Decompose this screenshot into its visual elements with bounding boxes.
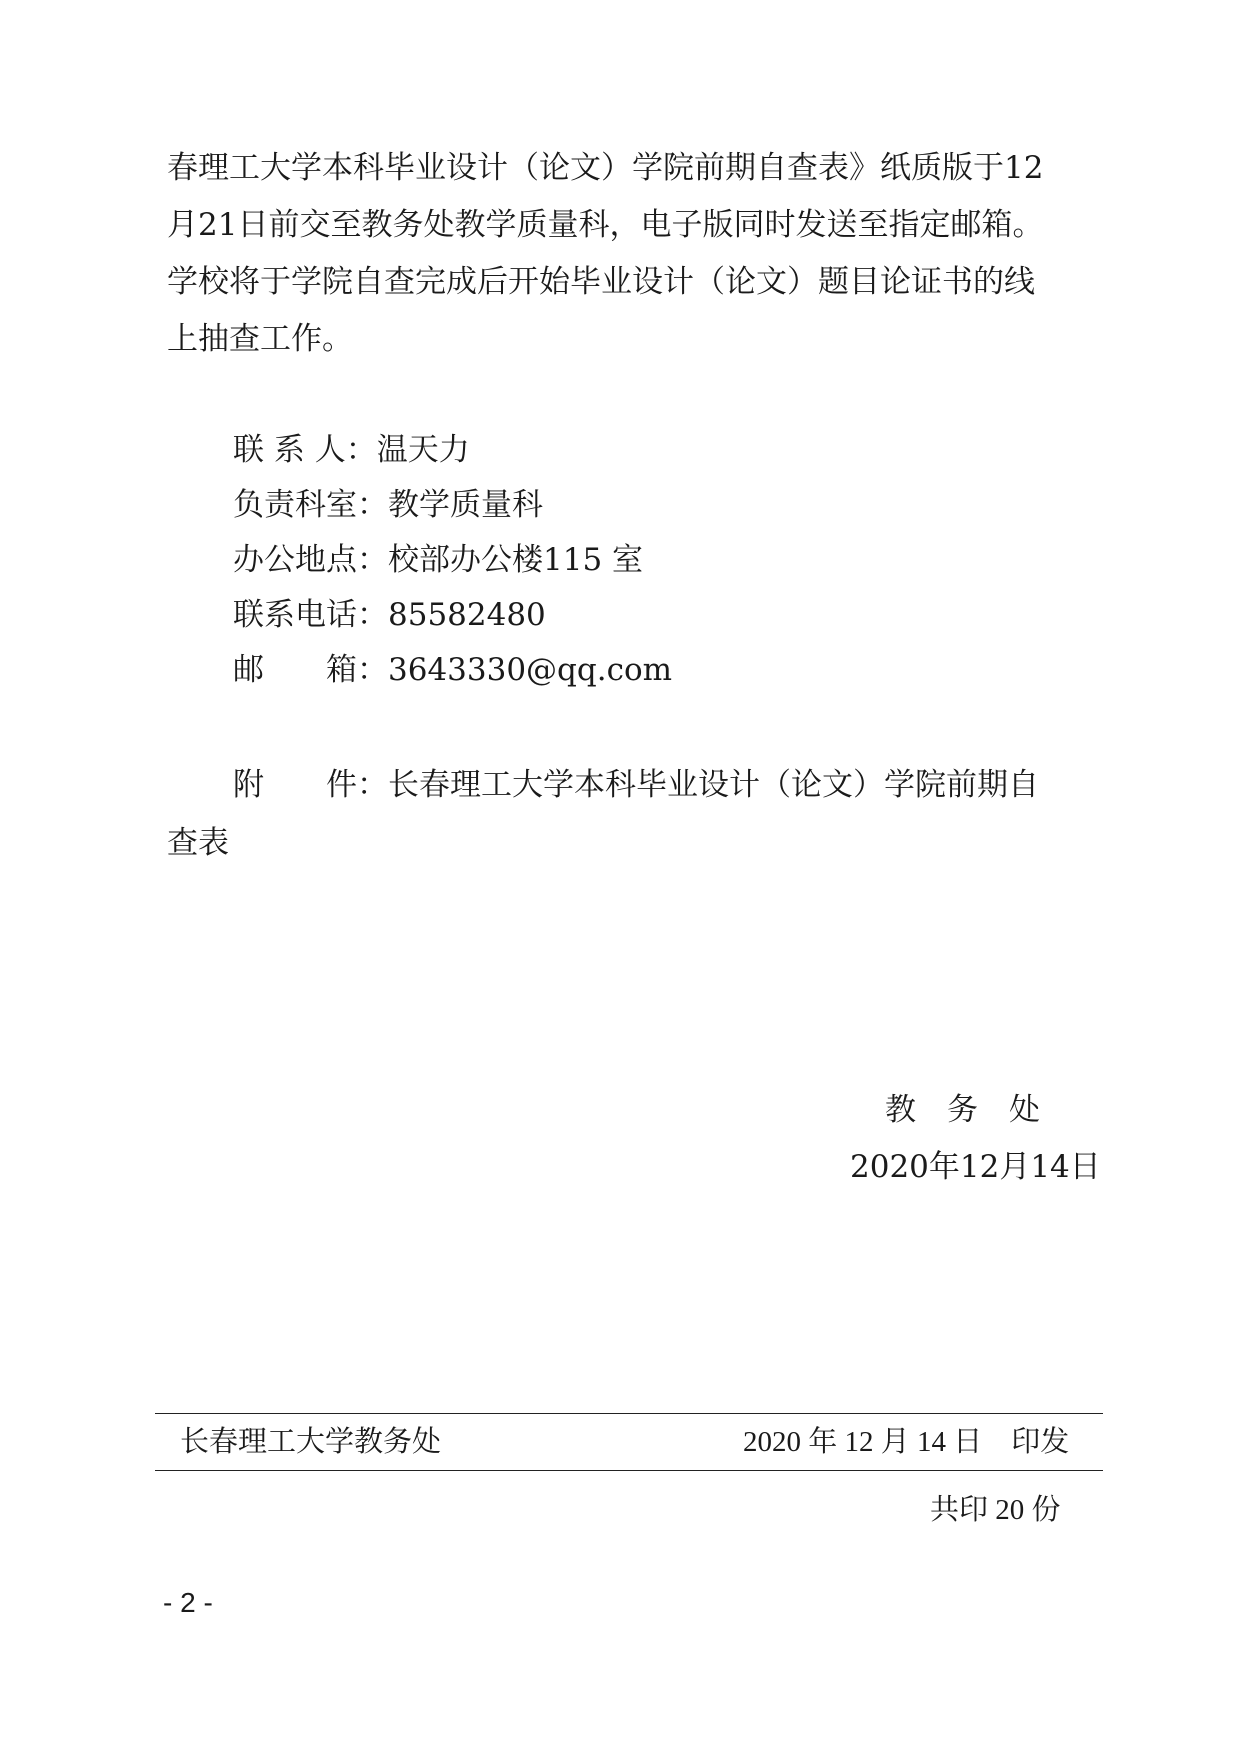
body-line-2: 月21日前交至教务处教学质量科，电子版同时发送至指定邮箱。 — [167, 207, 1044, 243]
attachment-text-line1: 长春理工大学本科毕业设计（论文）学院前期自 — [388, 767, 1039, 803]
footer-copies: 共印 20 份 — [930, 1494, 1061, 1526]
attachment-label: 附 件： — [233, 767, 388, 803]
contact-phone-row — [233, 595, 546, 635]
contact-phone-label: 联系电话： — [233, 597, 388, 633]
contact-email-value: 3643330@qq.com — [388, 652, 673, 688]
body-line-4: 上抽查工作。 — [167, 321, 353, 357]
contact-email-row — [233, 650, 672, 690]
contact-office-value: 校部办公楼115 室 — [388, 542, 644, 578]
contact-dept-value: 教学质量科 — [388, 487, 543, 523]
body-line-1: 春理工大学本科毕业设计（论文）学院前期自查表》纸质版于12 — [167, 150, 1044, 186]
contact-dept-label: 负责科室： — [233, 487, 388, 523]
attachment-text-line2: 查表 — [167, 825, 229, 861]
footer-issue-date: 2020 年 12 月 14 日 印发 — [743, 1426, 1070, 1458]
body-line-3: 学校将于学院自查完成后开始毕业设计（论文）题目论证书的线 — [167, 264, 1035, 300]
page-number: - 2 - — [163, 1587, 213, 1618]
contact-office-label: 办公地点： — [233, 542, 388, 578]
footer-issuer: 长春理工大学教务处 — [180, 1426, 442, 1458]
footer-top-rule — [155, 1413, 1103, 1414]
signature-date: 2020年12月14日 — [850, 1149, 1101, 1185]
contact-office-row — [233, 540, 643, 580]
footer-bottom-rule — [155, 1470, 1103, 1471]
contact-person-value: 温天力 — [376, 432, 470, 468]
contact-person-label: 联 系 人： — [233, 432, 377, 468]
contact-phone-value: 85582480 — [388, 597, 546, 633]
signature-office: 教 务 处 — [885, 1092, 1040, 1128]
contact-person-row — [233, 430, 470, 470]
attachment-row — [233, 765, 1039, 805]
contact-dept-row — [233, 485, 543, 525]
contact-email-label: 邮 箱： — [233, 652, 388, 688]
